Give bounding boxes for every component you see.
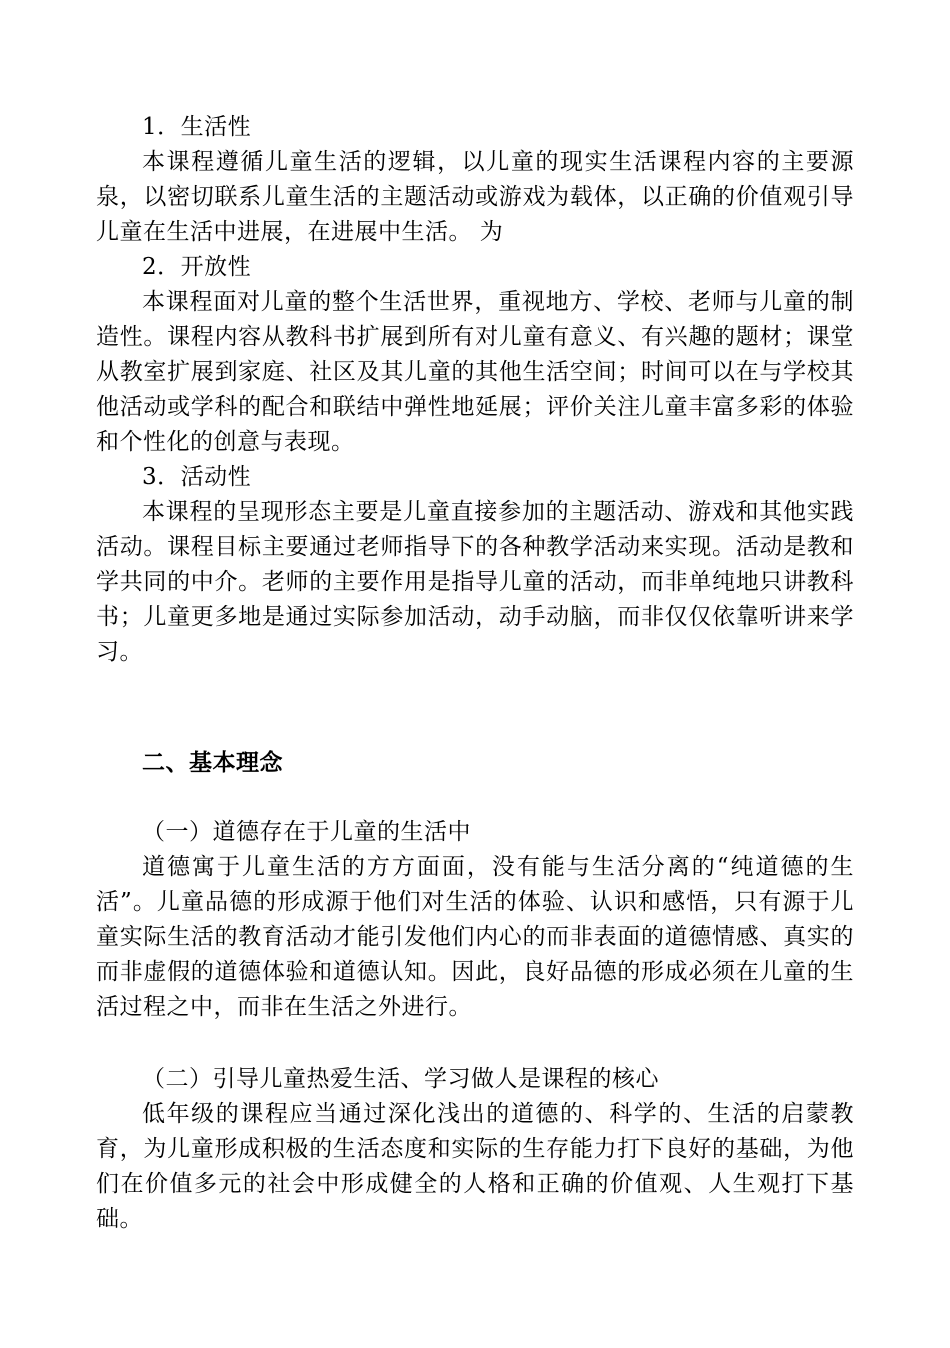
subsection-title-morality: （一）道德存在于儿童的生活中 [142,819,471,845]
section-heading-basic-concepts: 二、基本理念 [142,750,283,776]
item-paragraph-life: 本课程遵循儿童生活的逻辑，以儿童的现实生活课程内容的主要源泉，以密切联系儿童生活的主题活动或游戏为载体，以正确的价值观引导儿童在生活中进展，在进展中生活。 为 [96,149,854,245]
subsection-title-core: （二）引导儿童热爱生活、学习做人是课程的核心 [142,1066,659,1092]
subsection-paragraph-morality: 道德寓于儿童生活的方方面面，没有能与生活分离的“纯道德的生活”。儿童品德的形成源于他们对生活的体验、认识和感悟，只有源于儿童实际生活的教育活动才能引发他们内心的而非表面的道德情感、真实的而非虚假的道德体验和道德认知。因此，良好品德的形成必须在儿童的生活过程之中，而非在生活之外进行。 [96,854,854,1020]
item-paragraph-open: 本课程面对儿童的整个生活世界，重视地方、学校、老师与儿童的制造性。课程内容从教科书扩展到所有对儿童有意义、有兴趣的题材；课堂从教室扩展到家庭、社区及其儿童的其他生活空间；时间可以在与学校其他活动或学科的配合和联结中弹性地延展；评价关注儿童丰富多彩的体验和个性化的创意与表现。 [96,289,854,455]
subsection-morality [96,815,854,1025]
subsection-core [96,1062,854,1237]
subsection-paragraph-core: 低年级的课程应当通过深化浅出的道德的、科学的、生活的启蒙教育，为儿童形成积极的生活态度和实际的生存能力打下良好的基础，为他们在价值多元的社会中形成健全的人格和正确的价值观、人生观打下基础。 [96,1101,854,1232]
item-title-life: 1．生活性 [142,114,252,140]
characteristics-block [96,110,854,670]
item-title-activity: 3．活动性 [142,464,252,490]
item-title-open: 2．开放性 [142,254,252,280]
item-paragraph-activity: 本课程的呈现形态主要是儿童直接参加的主题活动、游戏和其他实践活动。课程目标主要通过老师指导下的各种教学活动来实现。活动是教和学共同的中介。老师的主要作用是指导儿童的活动，而非单纯地只讲教科书；儿童更多地是通过实际参加活动，动手动脑，而非仅仅依靠听讲来学习。 [96,499,854,665]
